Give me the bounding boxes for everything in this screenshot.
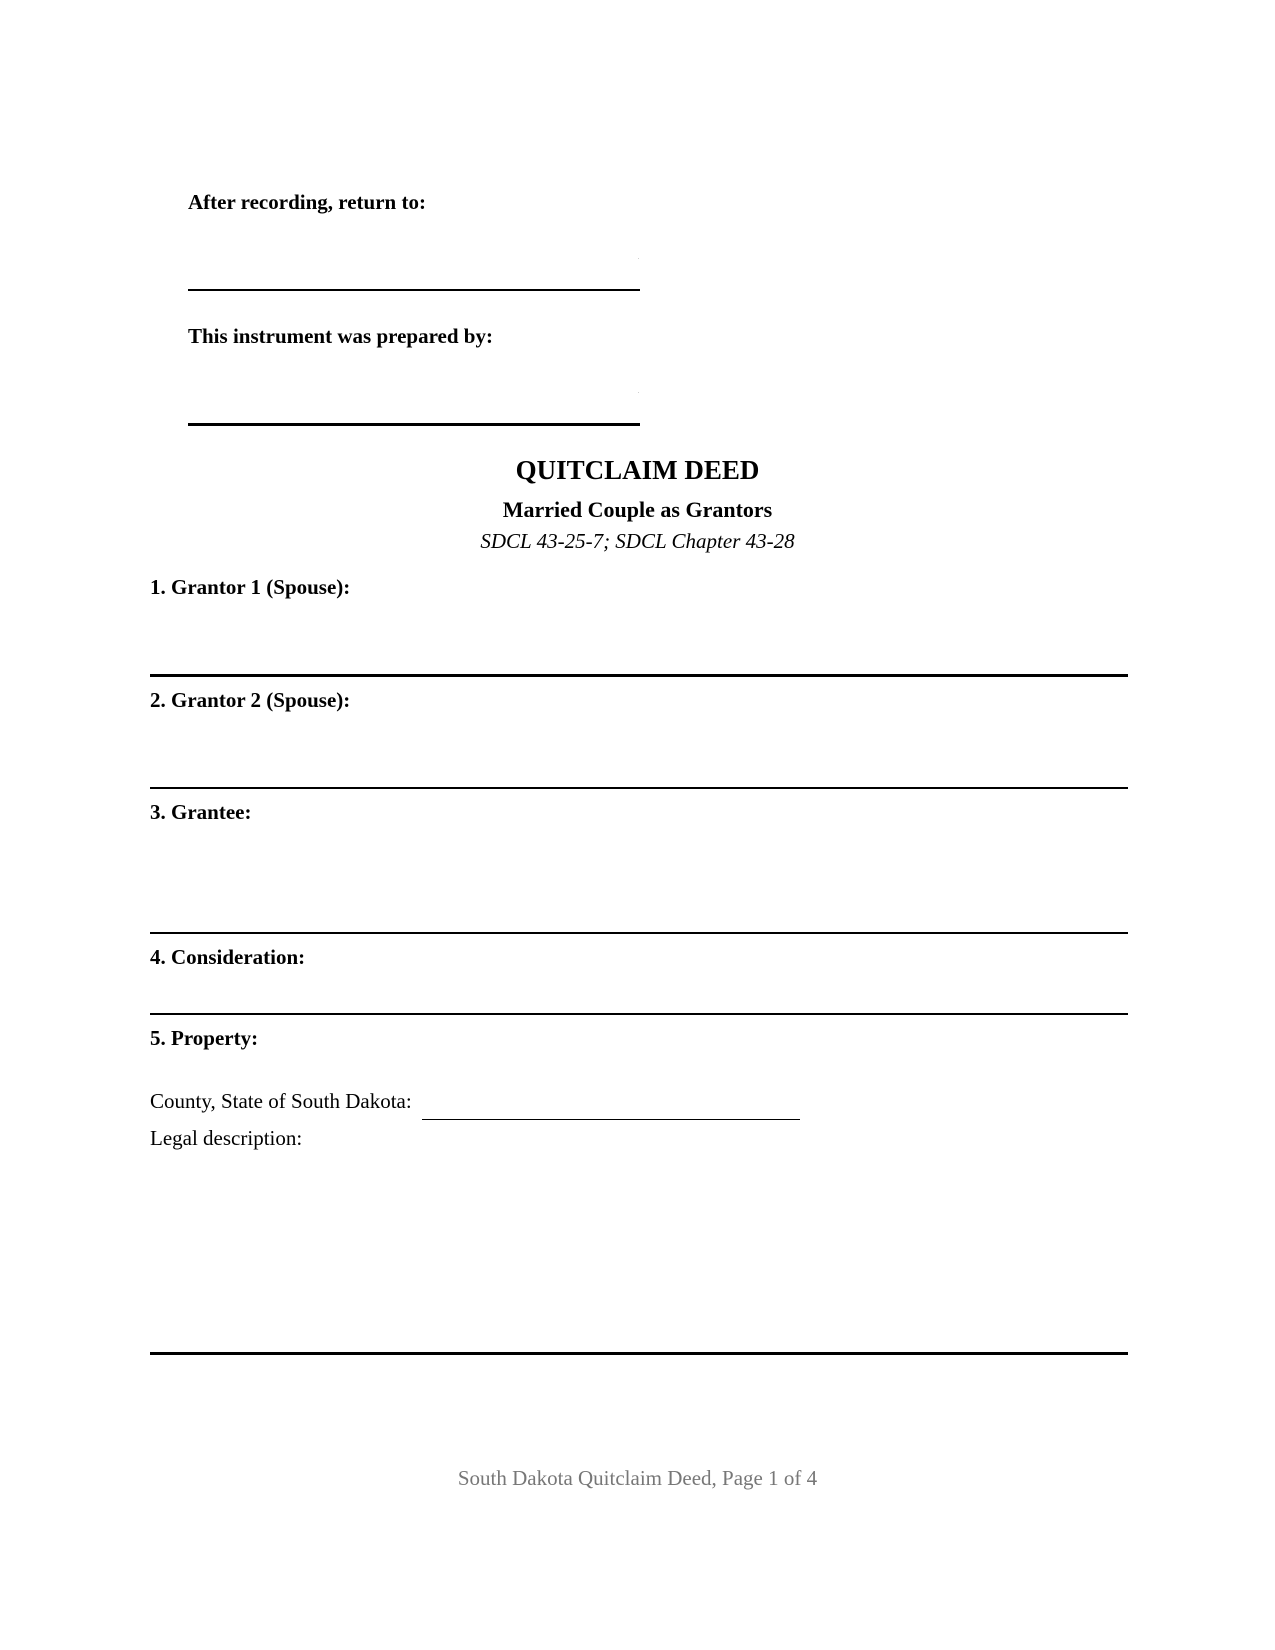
- legal-description-field-line[interactable]: [150, 1352, 1128, 1355]
- statute-citation: SDCL 43-25-7; SDCL Chapter 43-28: [480, 529, 795, 553]
- section-grantor2-label: 2. Grantor 2 (Spouse):: [150, 688, 351, 712]
- grantee-field-line[interactable]: [150, 932, 1128, 934]
- section-grantor1-label: 1. Grantor 1 (Spouse):: [150, 575, 351, 599]
- legal-description-label: Legal description:: [150, 1126, 303, 1150]
- section-grantee-label: 3. Grantee:: [150, 800, 252, 824]
- field-marker: [638, 258, 639, 259]
- county-field-line[interactable]: [422, 1119, 800, 1120]
- return-to-field-line[interactable]: [188, 289, 640, 291]
- field-marker: [638, 392, 639, 393]
- grantor2-field-line[interactable]: [150, 787, 1128, 789]
- page-footer: South Dakota Quitclaim Deed, Page 1 of 4: [457, 1466, 818, 1490]
- prepared-by-field-line[interactable]: [188, 423, 640, 426]
- consideration-field-line[interactable]: [150, 1013, 1128, 1015]
- section-property-label: 5. Property:: [150, 1026, 259, 1050]
- prepared-by-label: This instrument was prepared by:: [188, 324, 493, 348]
- document-title: QUITCLAIM DEED: [515, 455, 760, 485]
- grantor1-field-line[interactable]: [150, 674, 1128, 677]
- document-subtitle: Married Couple as Grantors: [502, 497, 773, 522]
- return-to-label: After recording, return to:: [188, 190, 426, 214]
- county-label: County, State of South Dakota:: [150, 1089, 412, 1113]
- section-consideration-label: 4. Consideration:: [150, 945, 306, 969]
